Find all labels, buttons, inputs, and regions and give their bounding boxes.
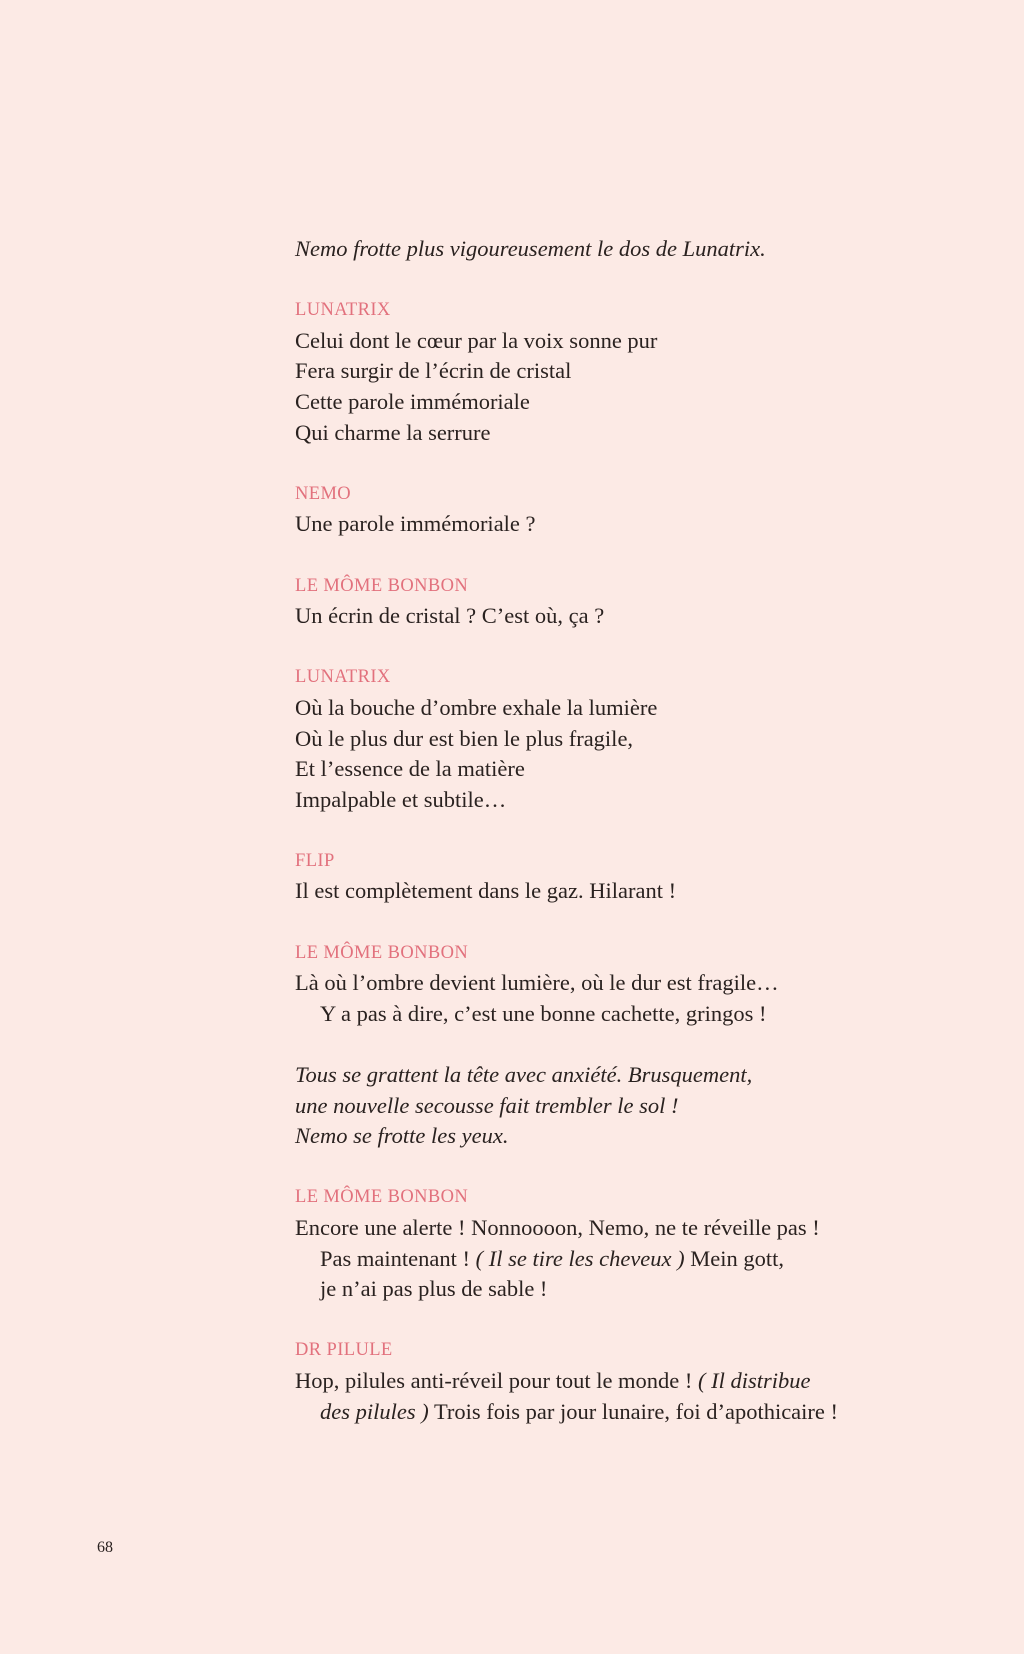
dialogue-line: Celui dont le cœur par la voix sonne pur <box>295 327 658 353</box>
spacer <box>295 632 995 663</box>
dialogue-line: Là où l’ombre devient lumière, où le dur est fragile… <box>295 970 779 996</box>
spacer <box>295 1305 995 1336</box>
dialogue-line: Qui charme la serrure <box>295 419 491 445</box>
dialogue-line <box>295 1244 995 1275</box>
speaker-name: DR PILULE <box>295 1340 393 1361</box>
spacer <box>295 265 995 296</box>
spacer <box>295 448 995 479</box>
spacer <box>295 815 995 846</box>
speaker-name: LE MÔME BONBON <box>295 942 469 963</box>
dialogue-line: Et l’essence de la matière <box>295 756 525 782</box>
dialogue-line: Cette parole immémoriale <box>295 388 530 414</box>
dialogue-line <box>295 1366 995 1397</box>
dialogue-line: Un écrin de cristal ? C’est où, ça ? <box>295 603 605 629</box>
spacer <box>295 907 995 938</box>
inline-stage-direction: ( Il distribue <box>698 1367 811 1393</box>
dialogue-line: Où la bouche d’ombre exhale la lumière <box>295 694 658 720</box>
spacer <box>295 1029 995 1060</box>
dialogue-line: Où le plus dur est bien le plus fragile, <box>295 725 634 751</box>
speaker-name: FLIP <box>295 850 335 871</box>
dialogue-line: Encore une alerte ! Nonnoooon, Nemo, ne te réveille pas ! <box>295 1215 820 1240</box>
spacer <box>295 1152 995 1183</box>
spacer <box>295 540 995 571</box>
speaker-name: LUNATRIX <box>295 667 391 688</box>
dialogue-line: je n’ai pas plus de sable ! <box>320 1276 548 1302</box>
dialogue-line: Fera surgir de l’écrin de cristal <box>295 358 572 384</box>
speaker-name: NEMO <box>295 483 352 504</box>
stage-direction: une nouvelle secousse fait trembler le sol ! <box>295 1092 679 1118</box>
dialogue-line <box>295 1397 995 1428</box>
script-text <box>295 234 995 1427</box>
stage-direction: Nemo se frotte les yeux. <box>295 1123 509 1149</box>
speaker-name: LE MÔME BONBON <box>295 575 469 596</box>
dialogue-line: Impalpable et subtile… <box>295 786 507 812</box>
dialogue-text: Trois fois par jour lunaire, foi d’apothicaire ! <box>428 1398 839 1424</box>
dialogue-line: Y a pas à dire, c’est une bonne cachette, gringos ! <box>320 1000 767 1026</box>
inline-stage-direction: ( Il se tire les cheveux ) <box>475 1245 685 1271</box>
dialogue-line: Une parole immémoriale ? <box>295 511 536 537</box>
page-number: 68 <box>97 1539 113 1556</box>
stage-direction: Tous se grattent la tête avec anxiété. Brusquement, <box>295 1062 753 1088</box>
stage-direction: Nemo frotte plus vigoureusement le dos de Lunatrix. <box>295 236 766 261</box>
speaker-name: LUNATRIX <box>295 300 391 321</box>
dialogue-text: Mein gott, <box>684 1245 785 1271</box>
speaker-name: LE MÔME BONBON <box>295 1187 469 1208</box>
inline-stage-direction: des pilules ) <box>320 1398 429 1424</box>
dialogue-text: Pas maintenant ! <box>320 1245 476 1271</box>
dialogue-text: Hop, pilules anti-réveil pour tout le monde ! <box>295 1367 699 1393</box>
dialogue-line: Il est complètement dans le gaz. Hilarant ! <box>295 878 677 904</box>
